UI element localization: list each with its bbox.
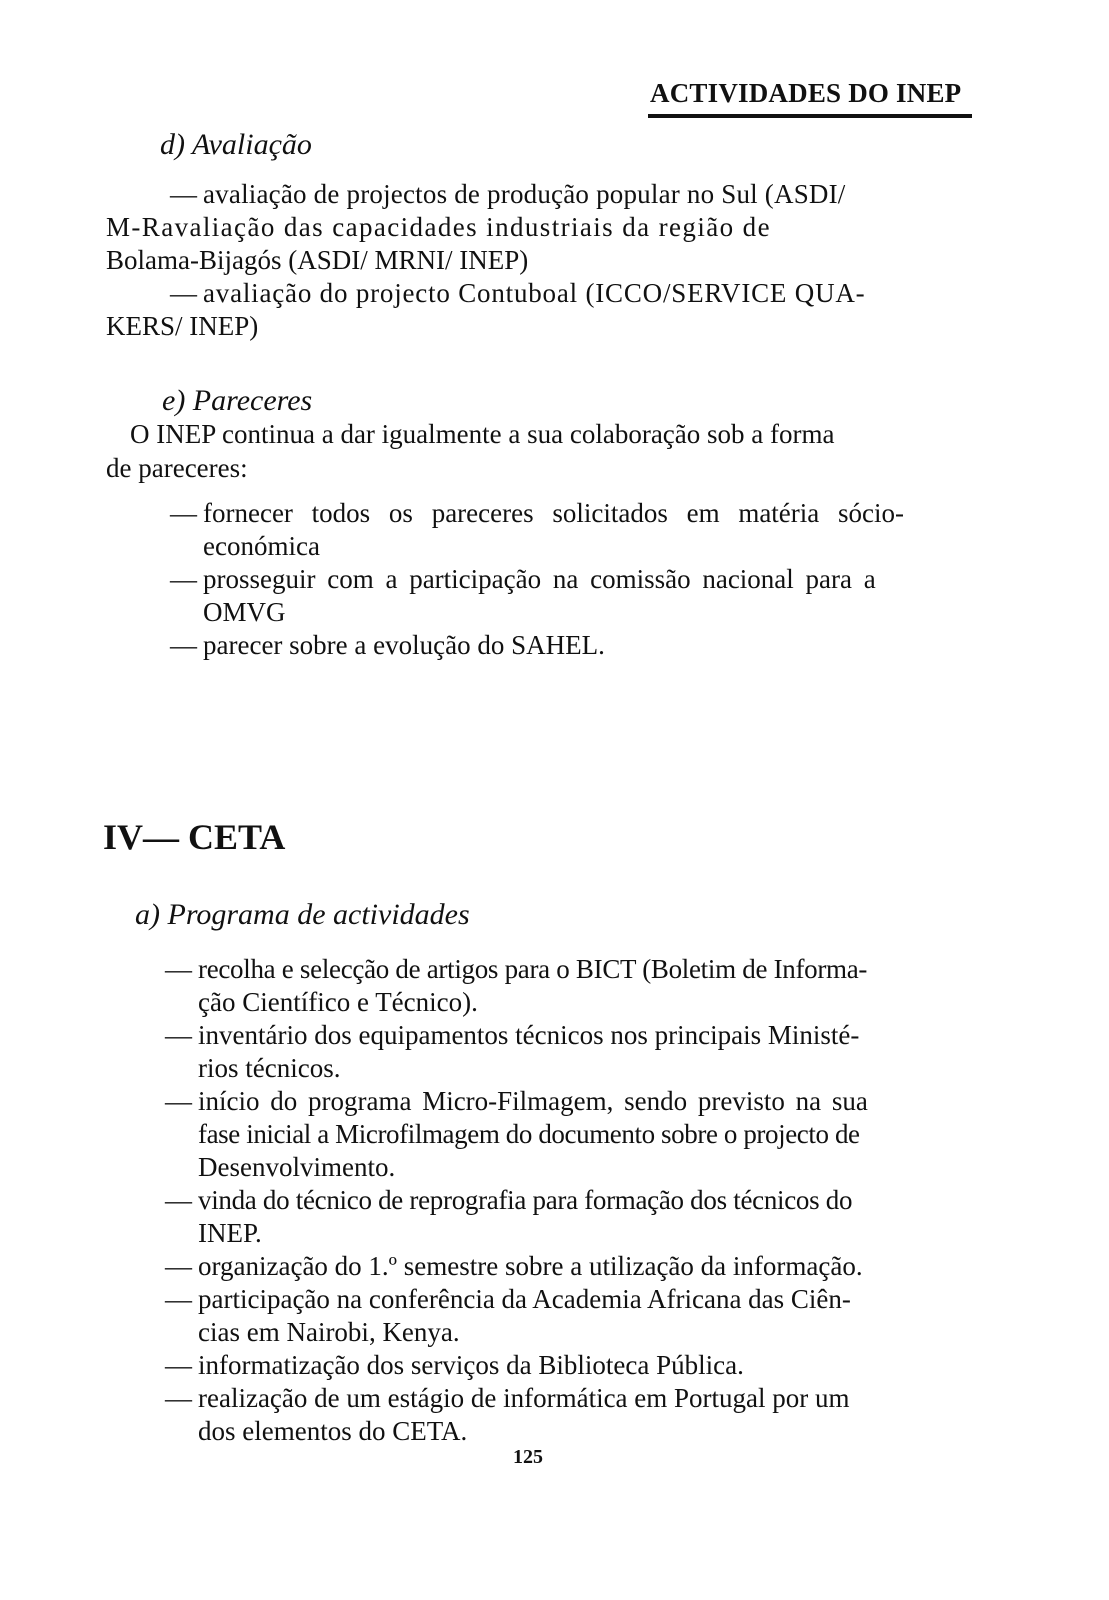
section-d-list: [106, 178, 970, 343]
section-a-heading: a) Programa de actividades: [135, 898, 470, 931]
section-e-intro: O INEP continua a dar igualmente a sua colaboração sob a forma: [130, 419, 835, 449]
section-e-heading: e) Pareceres: [162, 384, 313, 417]
running-head-rule: [648, 114, 972, 118]
list-item: — prosseguir com a participação na comissão nacional para a: [170, 564, 876, 594]
list-item-continuation: económica: [203, 531, 320, 561]
list-item: — início do programa Micro-Filmagem, sendo previsto na sua: [165, 1086, 868, 1116]
list-item: — organização do 1.º semestre sobre a utilização da informação.: [165, 1251, 863, 1281]
list-item-continuation: dos elementos do CETA.: [198, 1416, 468, 1446]
section-e-intro: de pareceres:: [106, 453, 248, 483]
chapter-heading: IV— CETA: [103, 817, 286, 857]
list-item: — avaliação de projectos de produção popular no Sul (ASDI/: [170, 179, 846, 209]
list-item: — parecer sobre a evolução do SAHEL.: [170, 630, 605, 660]
list-item: — recolha e selecção de artigos para o BICT (Boletim de Informa-: [165, 954, 868, 984]
list-item-continuation: KERS/ INEP): [106, 311, 259, 341]
list-item-continuation: OMVG: [203, 597, 286, 627]
list-item-continuation: Desenvolvimento.: [198, 1152, 396, 1182]
list-item-continuation: Bolama-Bijagós (ASDI/ MRNI/ INEP): [106, 245, 529, 275]
list-item-continuation: M-Ravaliação das capacidades industriais da região de: [106, 212, 771, 242]
list-item: — fornecer todos os pareceres solicitados em matéria sócio-: [170, 498, 905, 528]
list-item-continuation: INEP.: [198, 1218, 262, 1248]
list-item-continuation: fase inicial a Microfilmagem do documento sobre o projecto de: [198, 1119, 860, 1149]
list-item-continuation: cias em Nairobi, Kenya.: [198, 1317, 460, 1347]
section-d-heading: d) Avaliação: [160, 128, 312, 161]
section-e-list: [170, 497, 970, 662]
list-item: — vinda do técnico de reprografia para formação dos técnicos do: [165, 1185, 853, 1215]
list-item-continuation: rios técnicos.: [198, 1053, 341, 1083]
section-a-list: [165, 953, 975, 1448]
list-item: — informatização dos serviços da Biblioteca Pública.: [165, 1350, 744, 1380]
list-item: — participação na conferência da Academia Africana das Ciên-: [165, 1284, 851, 1314]
list-item: — avaliação do projecto Contuboal (ICCO/SERVICE QUA-: [170, 278, 866, 308]
list-item: — realização de um estágio de informática em Portugal por um: [165, 1383, 850, 1413]
list-item: — inventário dos equipamentos técnicos nos principais Ministé-: [165, 1020, 860, 1050]
page-number: 125: [513, 1446, 543, 1468]
list-item-continuation: ção Científico e Técnico).: [198, 987, 478, 1017]
running-head: ACTIVIDADES DO INEP: [650, 78, 962, 108]
